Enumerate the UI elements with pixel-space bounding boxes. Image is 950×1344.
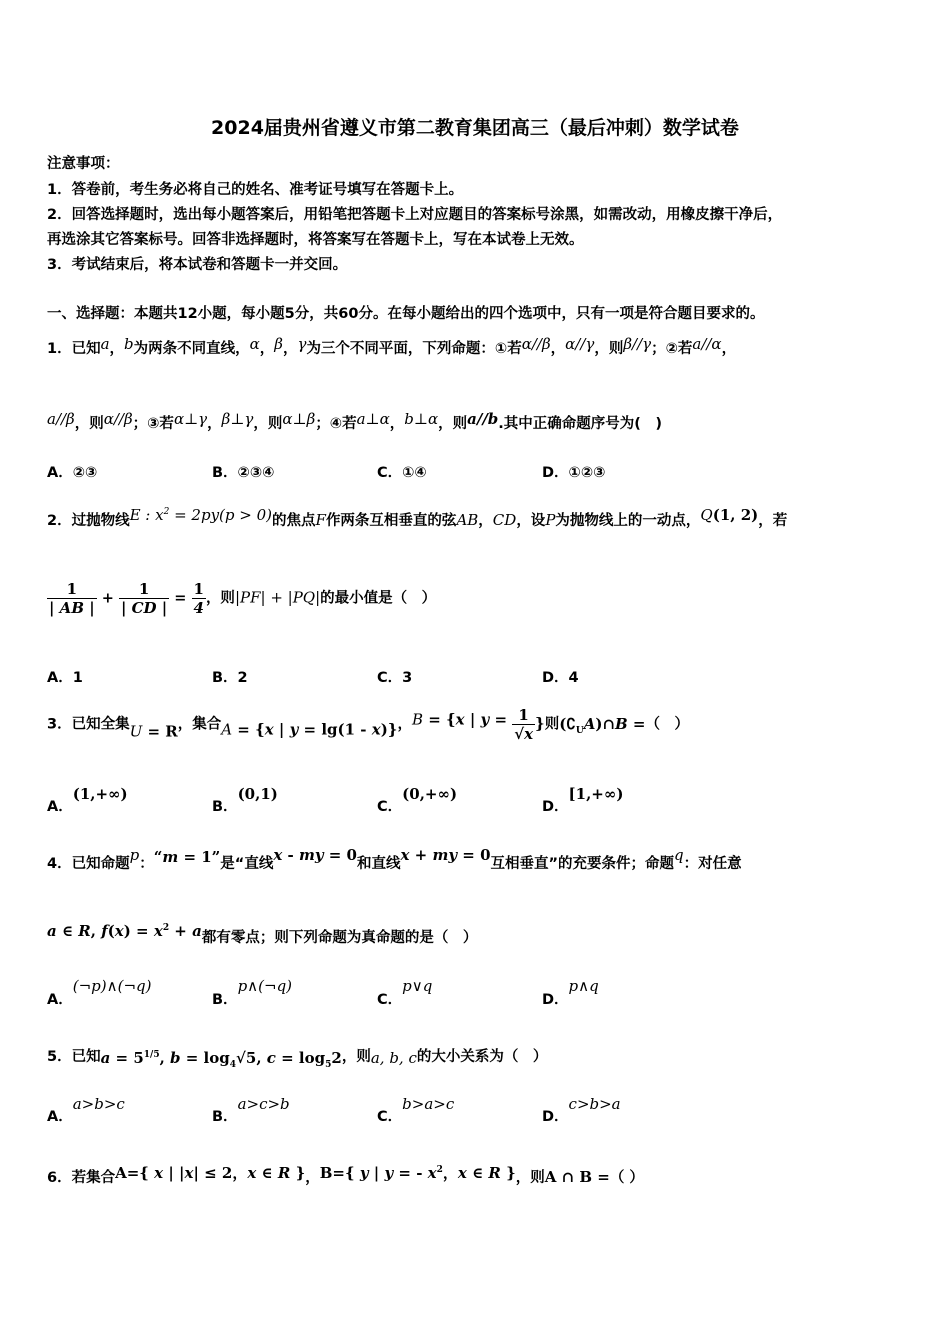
option-b: B．2 [212,670,248,686]
option-a: A．(¬p)∧(¬q) [47,977,152,1008]
question-5: 5．已知$a = 5^{1/5}$, $b = \log_4√5$, $c = \log_52$，则a, b, c的大小关系为（ ） [47,1049,548,1070]
question-4-line-2: a ∈ R, $f(x) = x^2 + a$都有零点；则下列命题为真命题的是（ ） [47,922,478,946]
option-c: C．(0,+∞) [377,785,458,815]
notice-heading: 注意事项： [47,156,120,172]
notice-item: 2．回答选择题时，选出每小题答案后，用铅笔把答题卡上对应题目的答案标号涂黑，如需改动，用橡皮擦干净后， [47,207,783,223]
page-title: 2024届贵州省遵义市第二教育集团高三（最后冲刺）数学试卷 [211,117,739,139]
option-d: D．p∧q [542,977,599,1008]
option-a: A．1 [47,670,83,686]
option-c: C．p∨q [377,977,433,1008]
question-2-line-1: 2．过抛物线E : $x^2 = 2py(p > 0)$的焦点F作两条互相垂直的弦AB，CD，设P为抛物线上的一动点，Q(1, 2)，若 [47,506,788,529]
option-d: D．c>b>a [542,1095,621,1125]
option-a: A．(1,+∞) [47,785,128,815]
question-6: 6．若集合A={ x | |x| ≤ 2，x ∈ R }，B={ y | y = - $x^2$，x ∈ R }，则A ∩ B =（ ） [47,1164,644,1186]
question-1-line-2: a//β，则α//β；③若α⊥γ，β⊥γ，则α⊥β；④若a⊥α，b⊥α，则a//b.其中正确命题序号为( ) [47,410,663,432]
notice-item: 再选涂其它答案标号。回答非选择题时，将答案写在答题卡上，写在本试卷上无效。 [47,232,584,248]
section-heading: 一、选择题：本题共12小题，每小题5分，共60分。在每小题给出的四个选项中，只有一项是符合题目要求的。 [47,306,765,322]
option-d: D．4 [542,670,579,686]
option-b: B．a>c>b [212,1095,290,1125]
option-c: C．①④ [377,465,427,481]
option-c: C．b>a>c [377,1095,455,1125]
option-b: B．②③④ [212,465,275,481]
question-2-line-2: $\frac{1}{| AB |}$ + $\frac{1}{| CD |}$ = $\frac{1}{4}$ ，则|PF| + |PQ|的最小值是（ ） [49,580,437,617]
notice-item: 1．答卷前，考生务必将自己的姓名、准考证号填写在答题卡上。 [47,182,464,198]
option-d: D．①②③ [542,465,606,481]
question-4-line-1: 4．已知命题p：“m = 1”是“直线x - my = 0和直线x + my = 0互相垂直”的充要条件；命题q：对任意 [47,846,742,872]
option-d: D．[1,+∞) [542,785,624,815]
question-3: 3．已知全集U = R，集合A = {x | y = lg(1 - x)}，B = {x | y = $\frac{1}{√x}$ }则$(∁_UA)\cap B$ =（ ） [47,706,689,743]
notice-item: 3．考试结束后，将本试卷和答题卡一并交回。 [47,257,348,273]
option-a: A．②③ [47,465,98,481]
option-b: B．p∧(¬q) [212,977,293,1008]
option-c: C．3 [377,670,413,686]
question-1-line-1: 1．已知a，b为两条不同直线，α，β，γ为三个不同平面，下列命题：①若α//β，α//γ，则β//γ；②若a//α， [47,335,737,357]
option-a: A．a>b>c [47,1095,125,1125]
option-b: B．(0,1) [212,785,278,815]
